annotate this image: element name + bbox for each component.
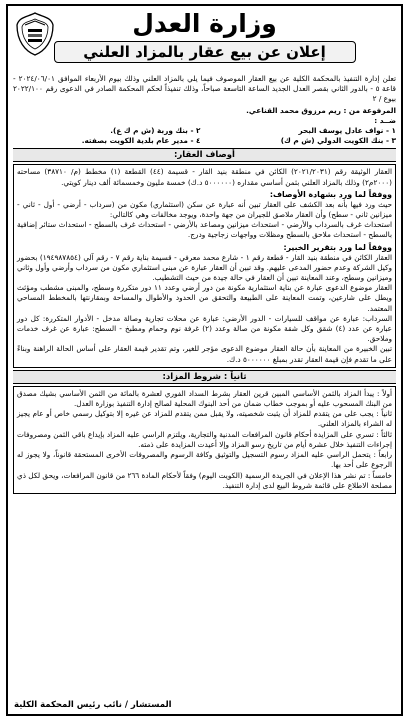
defendant-item: ٤ - مدير عام بلدية الكويت بصفته. [81, 136, 201, 146]
auction-conditions-heading: ثانياً : شروط المزاد: [13, 370, 396, 384]
condition-paragraph: خامساً : تم نشر هذا الإعلان في الجريدة الرسمية (الكويت اليوم) وفقاً لأحكام المادة ٢٦٦ من قانون المرافعات، ويحق لكل ذي مصلحة الاطلاع على قائمة شروط البيع لدى إدارة التنفيذ. [17, 470, 393, 490]
defendant-item: ٢ - بنك وربة (ش م ك ع). [110, 126, 201, 136]
announcement-title: إعلان عن بيع عقار بالمزاد العلني [54, 41, 356, 63]
property-paragraph: استحداث غرف بالسرداب والأرضي - استحداث ميزانين ومصاعد بالأرضي - استحداث غرف بالسطح - استحداث ستائر إضافية بالسطح - استحداث ملاحق بالسطح ومظلات وواجهات زجاجية ودرج. [17, 220, 392, 240]
property-paragraph: السرداب: عبارة عن مواقف للسيارات - الدور الأرضي: عبارة عن محلات تجارية وصالة مدخل - الأدوار المتكررة: كل دور عبارة عن عدد (٤) شقق وكل شقة مكونة من صالة وعدد (٢) غرفة نوم وحمام ومطبخ - السطح: عبارة عن غرف خدمات وملاحق. [17, 313, 392, 344]
property-subheading: ووفقاً لما ورد بشهادة الأوصاف: [269, 189, 392, 199]
plaintiff-line: المرفوعة من : ريم مرزوق محمد القناعي. [246, 105, 396, 115]
defendants-label: ضــد : [374, 115, 396, 125]
property-paragraph: العقار الكائن في منطقة بنيد القار - قطعة رقم ١ - شارع محمد معرفي - قسيمة بناية رقم ٧ - رقم آلي (١٩٤٩٨٧٨٥٤) بحضور وكيل الشركة وعدم حضور المدعى عليهم. وقد تبين أن العقار عبارة عن مبنى استثماري مكون من سرداب وأرضي وأول وثاني وميزانين وسطح، وعند المعاينة تبين أن العقار في حالة جيدة من حيث التشطيب. [17, 252, 392, 283]
condition-paragraph: ثالثاً : تسري على المزايدة أحكام قانون المرافعات المدنية والتجارية، ويلتزم الراسي عليه المزاد بإيداع باقي الثمن ومصروفات إجراءات التنفيذ خلال عشرة أيام من تاريخ رسو المزاد وإلا أعيدت المزايدة على ذمته. [17, 429, 392, 449]
property-description-heading: أوصاف العقار: [13, 148, 396, 162]
defendant-item: ٣ - بنك الكويت الدولي (ش م ك) [280, 136, 396, 146]
property-paragraph: العقار موضوع الدعوى عبارة عن بناية استثمارية مكونة من دور أرضي وعدد ١١ دور متكررة وسطح، والمبنى مشطب ومؤثث ويطل على شارعين، وتمت المعاينة على الطبيعة والتحقق من الحدود والأطوال والمساحة وبمقارنتها بالمخطط المساحي المعتمد. [17, 283, 392, 313]
property-subheading: ووفقاً لما ورد بتقرير الخبير: [283, 242, 392, 252]
property-paragraph: حيث ورد فيها بأنه بعد الكشف على العقار تبين أنه عبارة عن سكن (استثماري) مكون من (سرداب - أرضي - أول - ثاني - ميزانين ثاني - سطح) وأن العقار ملاصق للجيران من جهة واحدة، ويوجد مخالفات وهي كالتالي: [17, 199, 392, 220]
announcement-header [13, 9, 396, 71]
property-paragraph: العقار الوثيقة رقم (٢٠٢١/٢٠٣١) الكائن في منطقة بنيد القار - قسيمة (٤٤) القطعة (١) مخطط (م/ ٣٨٧١٠) مساحته (٢٠٠٠م٢) وذلك بالمزاد العلني بثمن أساسي مقداره (٥٠٠٠٠٠٠ د.ك) خمسة مليون وخمسمائة ألف دينار كويتي. [17, 167, 392, 187]
defendants-list [13, 126, 396, 146]
property-description-box [13, 164, 396, 367]
ministry-name: وزارة العدل [132, 9, 277, 38]
condition-paragraph: أولاً : يبدأ المزاد بالثمن الأساسي المبين قرين العقار بشرط السداد الفوري لعشرة بالمائة من الثمن الأساسي بشيك مصدق من البنك المسحوب عليه أو بموجب خطاب ضمان من أحد البنوك المحلية لصالح إدارة التنفيذ بوزارة العدل. [17, 388, 392, 409]
condition-paragraph: ثانياً : يجب على من يتقدم للمزاد أن يثبت شخصيته، ولا يقبل ممن يتقدم للمزاد عن غيره إلا بتوكيل رسمي خاص أو عام يجيز له الشراء بالمزاد العلني. [17, 409, 392, 429]
announcement-page [6, 4, 403, 716]
intro-paragraph: تعلن إدارة التنفيذ بالمحكمة الكلية عن بيع العقار الموصوف فيما يلي بالمزاد العلني وذلك بيوم الأربعاء الموافق ٢٠٢٤/٠٦/٠١ - قاعة ٥ - بالدور الثاني بقصر العدل الجديد الساعة التاسعة صباحاً، وذلك تنفيذاً لحكم المحكمة الصادر في الدعوى رقم ٢٠٢٢/١٠٠ بيوع / ٢ [13, 74, 397, 104]
signature-line: المستشار / نائب رئيس المحكمة الكلية [14, 700, 172, 710]
property-paragraph: تبين الخبيرة من المعاينة بأن حالة العقار موضوع الدعوى مؤجر للغير، وتم تقدير قيمة العقار على أساس الحالة الراهنة وبناءً على ما تقدم فإن قيمة العقار تقدر بمبلغ ٥٠٠٠٠٠٠ د.ك. [17, 344, 392, 364]
defendant-item: ١ - نواف عادل يوسف البحر [298, 126, 396, 136]
auction-conditions-box [13, 386, 396, 494]
kuwait-emblem-icon [15, 11, 55, 57]
condition-paragraph: رابعاً : يتحمل الراسي عليه المزاد رسوم التسجيل والتوثيق وكافة الرسوم والمصروفات الأخرى المستحقة قانوناً، ولا يجوز له الرجوع على أحد بها. [17, 450, 392, 470]
